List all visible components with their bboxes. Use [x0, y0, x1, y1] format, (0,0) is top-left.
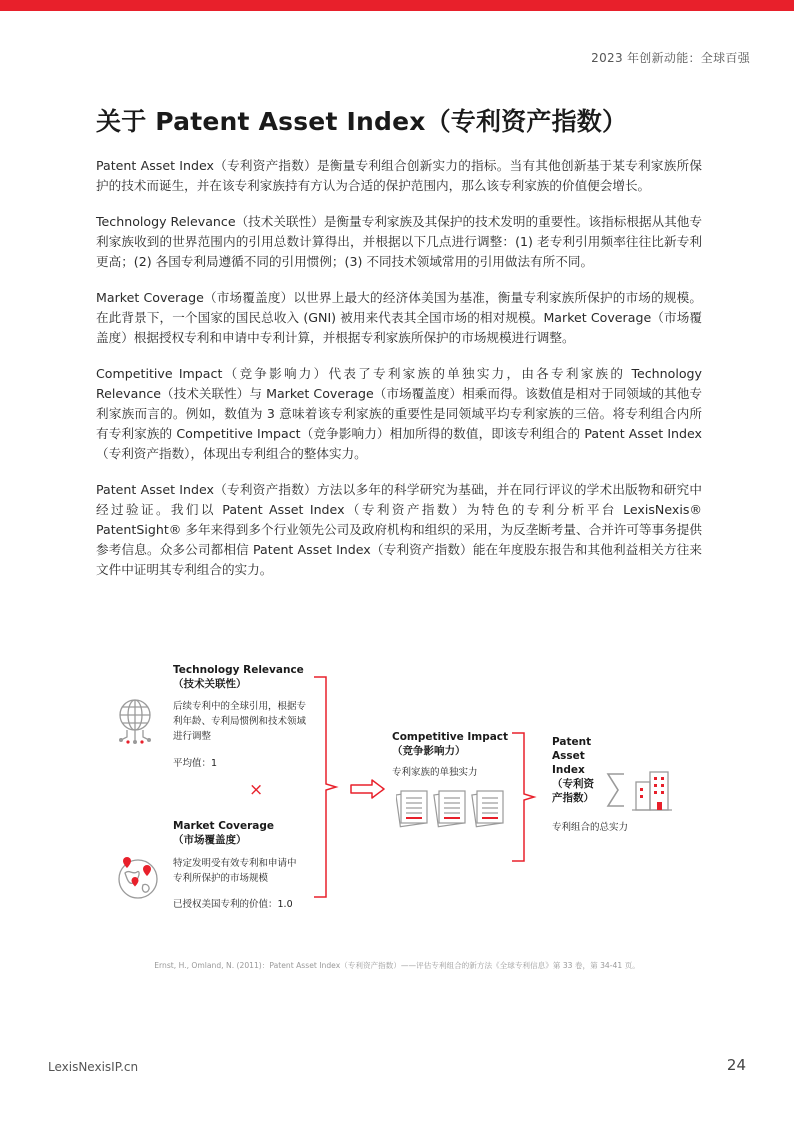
market-coverage-title: Market Coverage [173, 820, 274, 832]
paragraph-competitive-impact: Competitive Impact（竞争影响力）代表了专利家族的单独实力，由各专利家族的 Technology Relevance（技术关联性）与 Market Coverage（市场覆盖度）相乘而得。该数值是相对于同领域的其他专利家族而言的。例如，数值为 3 意味着该专利家族的重要性是同领域平均专利家族的三倍。将专利组合内所有专利家族的 Competitive Impact（竞争影响力）相加所得的数值，即该专利组合的 Patent Asset Index（专利资产指数），体现出专利组合的整体实力。 [96, 366, 702, 461]
footer-site-link[interactable]: LexisNexisIP.cn [48, 1060, 139, 1074]
page-number: 24 [726, 1056, 746, 1074]
market-coverage-desc-2: 专利所保护的市场规模 [173, 873, 269, 884]
tech-relevance-desc-2: 利年龄、专利局惯例和技术领域 [173, 716, 307, 727]
footnote-citation: Ernst, H., Omland, N. (2011)：Patent Asset Index（专利资产指数）——评估专利组合的新方法《全球专利信息》第 33 卷，第 34-41 页。 [154, 961, 640, 970]
pai-title-1: Patent [552, 736, 592, 748]
competitive-impact-desc: 专利家族的单独实力 [392, 767, 478, 778]
market-coverage-desc-1: 特定发明受有效专利和申请中 [173, 858, 297, 869]
competitive-impact-title: Competitive Impact [392, 731, 509, 743]
tech-relevance-average: 平均值：1 [173, 758, 218, 769]
market-coverage-subtitle: （市场覆盖度） [173, 834, 247, 846]
pai-subtitle-2: 产指数） [552, 792, 594, 804]
tech-relevance-subtitle: （技术关联性） [173, 678, 247, 690]
globe-map-pins-icon [113, 855, 163, 901]
tech-relevance-title: Technology Relevance [173, 664, 304, 676]
competitive-impact-subtitle: （竞争影响力） [392, 745, 466, 757]
patent-documents-icon [396, 788, 506, 828]
top-accent-bar [0, 0, 794, 11]
paragraph-pai: Patent Asset Index（专利资产指数）是衡量专利组合创新实力的指标。当有其他创新基于某专利家族所保护的技术而诞生，并在该专利家族持有方认为合适的保护范围内，那么该专利家族的价值便会增长。 [96, 158, 702, 193]
pai-title-2: Asset [552, 750, 585, 762]
paragraph-methodology: Patent Asset Index（专利资产指数）方法以多年的科学研究为基础，并在同行评议的学术出版物和研究中经过验证。我们以 Patent Asset Index（专利资产指数）为特色的专利分析平台 LexisNexis® PatentSight® 多年来得到多个行业领先公司及政府机构和组织的采用，为反垄断考量、合并许可等事务提供参考信息。众多公司都相信 Patent Asset Index（专利资产指数）能在年度股东报告和其他利益相关方往来文件中证明其专利组合的实力。 [96, 482, 702, 577]
arrow-right-icon [350, 778, 386, 800]
running-head: 2023 年创新动能：全球百强 [591, 51, 750, 65]
globe-network-icon [113, 697, 159, 745]
page-title: 关于 Patent Asset Index（专利资产指数） [96, 107, 628, 136]
right-brace [510, 732, 540, 862]
pai-title-3: Index [552, 764, 585, 776]
multiply-symbol: × [249, 780, 264, 800]
paragraph-tech-relevance: Technology Relevance（技术关联性）是衡量专利家族及其保护的技术发明的重要性。该指标根据从其他专利家族收到的世界范围内的引用总数计算得出，并根据以下几点进行调整：(1) 老专利引用频率往往比新专利更高；(2) 各国专利局遵循不同的引用惯例；(3) 不同技术领域常用的引用做法有所不同。 [96, 214, 702, 269]
tech-relevance-desc-1: 后续专利中的全球引用，根据专 [173, 701, 307, 712]
pai-subtitle-1: （专利资 [552, 778, 594, 790]
market-coverage-value: 已授权美国专利的价值：1.0 [173, 899, 293, 910]
sum-buildings-icon [604, 768, 674, 812]
body-text [96, 156, 702, 596]
paragraph-market-coverage: Market Coverage（市场覆盖度）以世界上最大的经济体美国为基准，衡量专利家族所保护的市场的规模。在此背景下，一个国家的国民总收入 (GNI) 被用来代表其全国市场的相对规模。Market Coverage（市场覆盖度）根据授权专利和申请中专利计算，并根据专利家族所保护的市场规模进行调整。 [96, 290, 702, 345]
left-brace [312, 676, 342, 898]
tech-relevance-desc-3: 进行调整 [173, 731, 212, 742]
pai-desc: 专利组合的总实力 [552, 822, 629, 833]
